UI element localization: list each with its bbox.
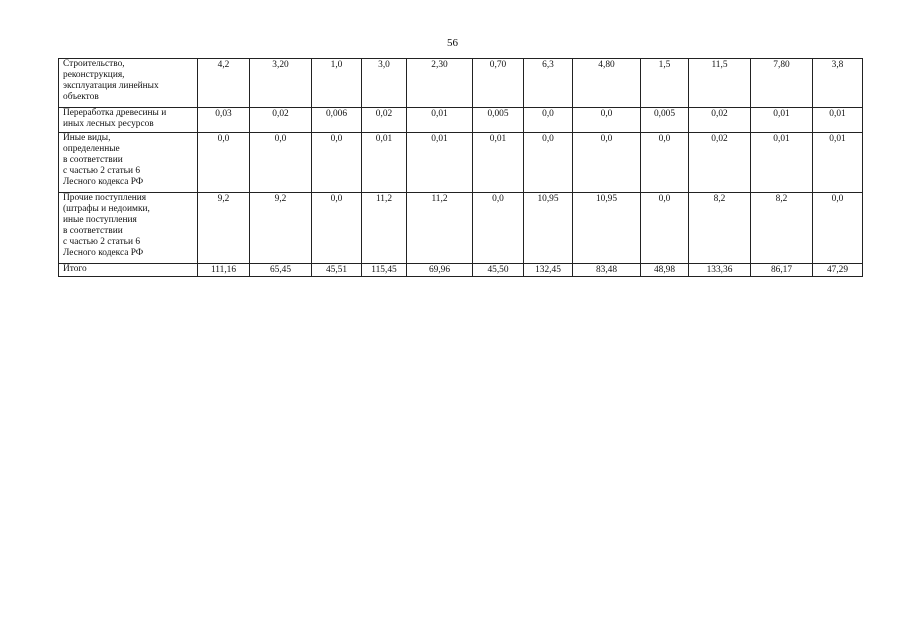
table-cell: 45,50 (473, 264, 524, 277)
table-cell: 4,80 (573, 59, 641, 108)
table-cell: 9,2 (198, 193, 250, 264)
table-cell: 45,51 (312, 264, 362, 277)
row-label (59, 59, 198, 108)
row-label-line: определенные (63, 144, 120, 154)
table-row-total (59, 264, 863, 277)
table-cell: 0,02 (689, 133, 751, 193)
row-label-line: объектов (63, 92, 99, 102)
table-cell: 111,16 (198, 264, 250, 277)
table-cell: 0,0 (641, 193, 689, 264)
row-label-line: Иные виды, (63, 133, 111, 143)
table-cell: 2,30 (407, 59, 473, 108)
row-label (59, 108, 198, 133)
row-label-line: Итого (63, 264, 87, 274)
table-cell: 0,006 (312, 108, 362, 133)
table-cell: 0,0 (813, 193, 863, 264)
table-cell: 11,2 (362, 193, 407, 264)
table-cell: 47,29 (813, 264, 863, 277)
table-row (59, 108, 863, 133)
row-label-line: в соответствии (63, 155, 123, 165)
table-cell: 86,17 (751, 264, 813, 277)
table-cell: 0,01 (473, 133, 524, 193)
table-cell: 83,48 (573, 264, 641, 277)
table-cell: 3,20 (250, 59, 312, 108)
table-cell: 11,2 (407, 193, 473, 264)
table-cell: 0,0 (312, 193, 362, 264)
row-label-line: реконструкция, (63, 70, 125, 80)
revenue-table (58, 58, 863, 277)
table-cell: 0,01 (751, 108, 813, 133)
table-cell: 11,5 (689, 59, 751, 108)
row-label-line: (штрафы и недоимки, (63, 204, 150, 214)
row-label-line: с частью 2 статьи 6 (63, 166, 141, 176)
table-cell: 10,95 (573, 193, 641, 264)
table-cell: 1,0 (312, 59, 362, 108)
table-cell: 0,02 (250, 108, 312, 133)
table-cell: 0,005 (473, 108, 524, 133)
table-cell: 10,95 (524, 193, 573, 264)
row-label-line: Прочие поступления (63, 193, 147, 203)
row-label-line: с частью 2 статьи 6 (63, 237, 141, 247)
row-label-line: эксплуатация линейных (63, 81, 159, 91)
table-cell: 3,0 (362, 59, 407, 108)
table-cell: 0,01 (407, 108, 473, 133)
table-cell: 69,96 (407, 264, 473, 277)
table-cell: 65,45 (250, 264, 312, 277)
row-label-line: иных лесных ресурсов (63, 119, 154, 129)
table-cell: 6,3 (524, 59, 573, 108)
table-cell: 0,0 (473, 193, 524, 264)
row-label (59, 264, 198, 277)
table-cell: 0,0 (641, 133, 689, 193)
page-number: 56 (447, 37, 458, 49)
table-cell: 4,2 (198, 59, 250, 108)
row-label-line: Лесного кодекса РФ (63, 248, 144, 258)
table-cell: 0,0 (250, 133, 312, 193)
table-cell: 0,01 (751, 133, 813, 193)
table-body (59, 59, 863, 277)
table-cell: 0,01 (813, 108, 863, 133)
table-cell: 8,2 (751, 193, 813, 264)
table-cell: 0,0 (573, 108, 641, 133)
row-label-line: иные поступления (63, 215, 137, 225)
table-row (59, 193, 863, 264)
row-label (59, 193, 198, 264)
table-cell: 1,5 (641, 59, 689, 108)
table-row (59, 133, 863, 193)
table-cell: 0,01 (407, 133, 473, 193)
table-cell: 0,005 (641, 108, 689, 133)
table-cell: 0,0 (524, 133, 573, 193)
table-cell: 0,02 (362, 108, 407, 133)
table-cell: 0,70 (473, 59, 524, 108)
table-cell: 0,0 (198, 133, 250, 193)
table-cell: 9,2 (250, 193, 312, 264)
row-label-line: Переработка древесины и (63, 108, 167, 118)
table-cell: 8,2 (689, 193, 751, 264)
table-cell: 0,0 (312, 133, 362, 193)
table-row (59, 59, 863, 108)
row-label (59, 133, 198, 193)
table-cell: 0,0 (573, 133, 641, 193)
row-label-line: в соответствии (63, 226, 123, 236)
table-cell: 133,36 (689, 264, 751, 277)
table-cell: 48,98 (641, 264, 689, 277)
table-cell: 7,80 (751, 59, 813, 108)
table-cell: 115,45 (362, 264, 407, 277)
table-cell: 132,45 (524, 264, 573, 277)
table-cell: 0,03 (198, 108, 250, 133)
table-cell: 3,8 (813, 59, 863, 108)
row-label-line: Строительство, (63, 59, 125, 69)
table-cell: 0,02 (689, 108, 751, 133)
row-label-line: Лесного кодекса РФ (63, 177, 144, 187)
table-cell: 0,01 (362, 133, 407, 193)
table-cell: 0,01 (813, 133, 863, 193)
table-cell: 0,0 (524, 108, 573, 133)
